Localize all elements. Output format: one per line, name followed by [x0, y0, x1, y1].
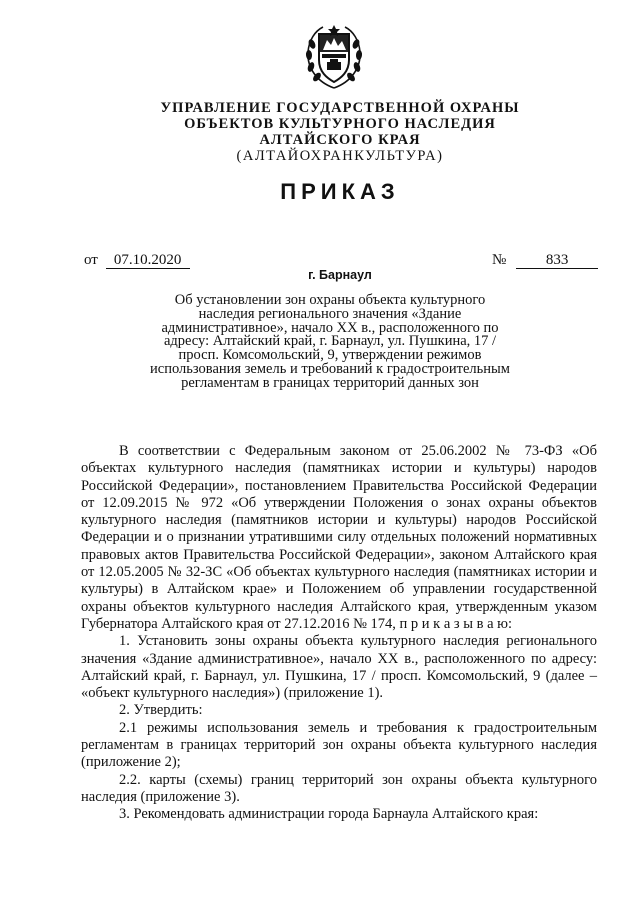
altai-coat-of-arms-icon [303, 22, 365, 92]
number-line [492, 252, 598, 269]
agency-name-line-2: ОБЪЕКТОВ КУЛЬТУРНОГО НАСЛЕДИЯ [184, 116, 496, 132]
agency-name-line-1: УПРАВЛЕНИЕ ГОСУДАРСТВЕННОЙ ОХРАНЫ [160, 100, 520, 116]
issue-city: г. Барнаул [308, 268, 372, 282]
body-paragraph: 2. Утвердить: [119, 702, 203, 719]
body-paragraph: 2.2. карты (схемы) границ территорий зон охраны объекта культурного наследия (приложение 3). [81, 771, 597, 805]
date-prefix: от [84, 252, 98, 268]
document-body [81, 443, 597, 824]
body-paragraph: 1. Установить зоны охраны объекта культурного наследия регионального значения «Здание административное», начало XX в., расположенного по адресу: Алтайский край, г. Барнаул, ул. Пушкина, 17 / просп. Комсомольский, 9 (далее – «объект культурного наследия») (приложение 1). [81, 633, 597, 702]
document-number: 833 [516, 252, 598, 269]
document-type-title: ПРИКАЗ [280, 179, 400, 204]
date-line [84, 252, 190, 269]
body-paragraph: 2.1 режимы использования земель и требования к градостроительным регламентам в границах территорий зон охраны объекта культурного наследия (приложение 2); [81, 719, 597, 771]
agency-abbreviation: (АЛТАЙОХРАНКУЛЬТУРА) [236, 148, 444, 164]
body-paragraph: 3. Рекомендовать администрации города Барнаула Алтайского края: [119, 806, 539, 823]
body-paragraph: В соответствии с Федеральным законом от 25.06.2002 № 73-ФЗ «Об объектах культурного наследия (памятниках истории и культуры) народов Российской Федерации», постановлением Правительства Российской Федерации от 12.09.2015 № 972 «Об утверждении Положения о зонах охраны объектов культурного наследия (памятников истории и культуры) народов Российской Федерации и о признании утратившими силу отдельных положений нормативных правовых актов Правительства Российской Федерации», законом Алтайского края от 12.05.2005 № 32-ЗС «Об объектах культурного наследия (памятниках истории и культуры) в Алтайском крае» и Положением об управлении государственной охраны объектов культурного наследия Алтайского края, утвержденным указом Губернатора Алтайского края от 27.12.2016 № 174, п р и к а з ы в а ю: [81, 443, 597, 632]
number-prefix: № [492, 252, 507, 268]
agency-name-line-3: АЛТАЙСКОГО КРАЯ [259, 132, 421, 148]
document-date: 07.10.2020 [106, 252, 190, 269]
document-subject: Об установлении зон охраны объекта культурного наследия регионального значения «Здание административное», начало XX в., расположенного по адресу: Алтайский край, г. Барнаул, ул. Пушкина, 17 / просп. Комсомольский, 9, утверждении режимов использования земель и требований к градостроительным регламентам в границах территорий данных зон [150, 292, 510, 391]
